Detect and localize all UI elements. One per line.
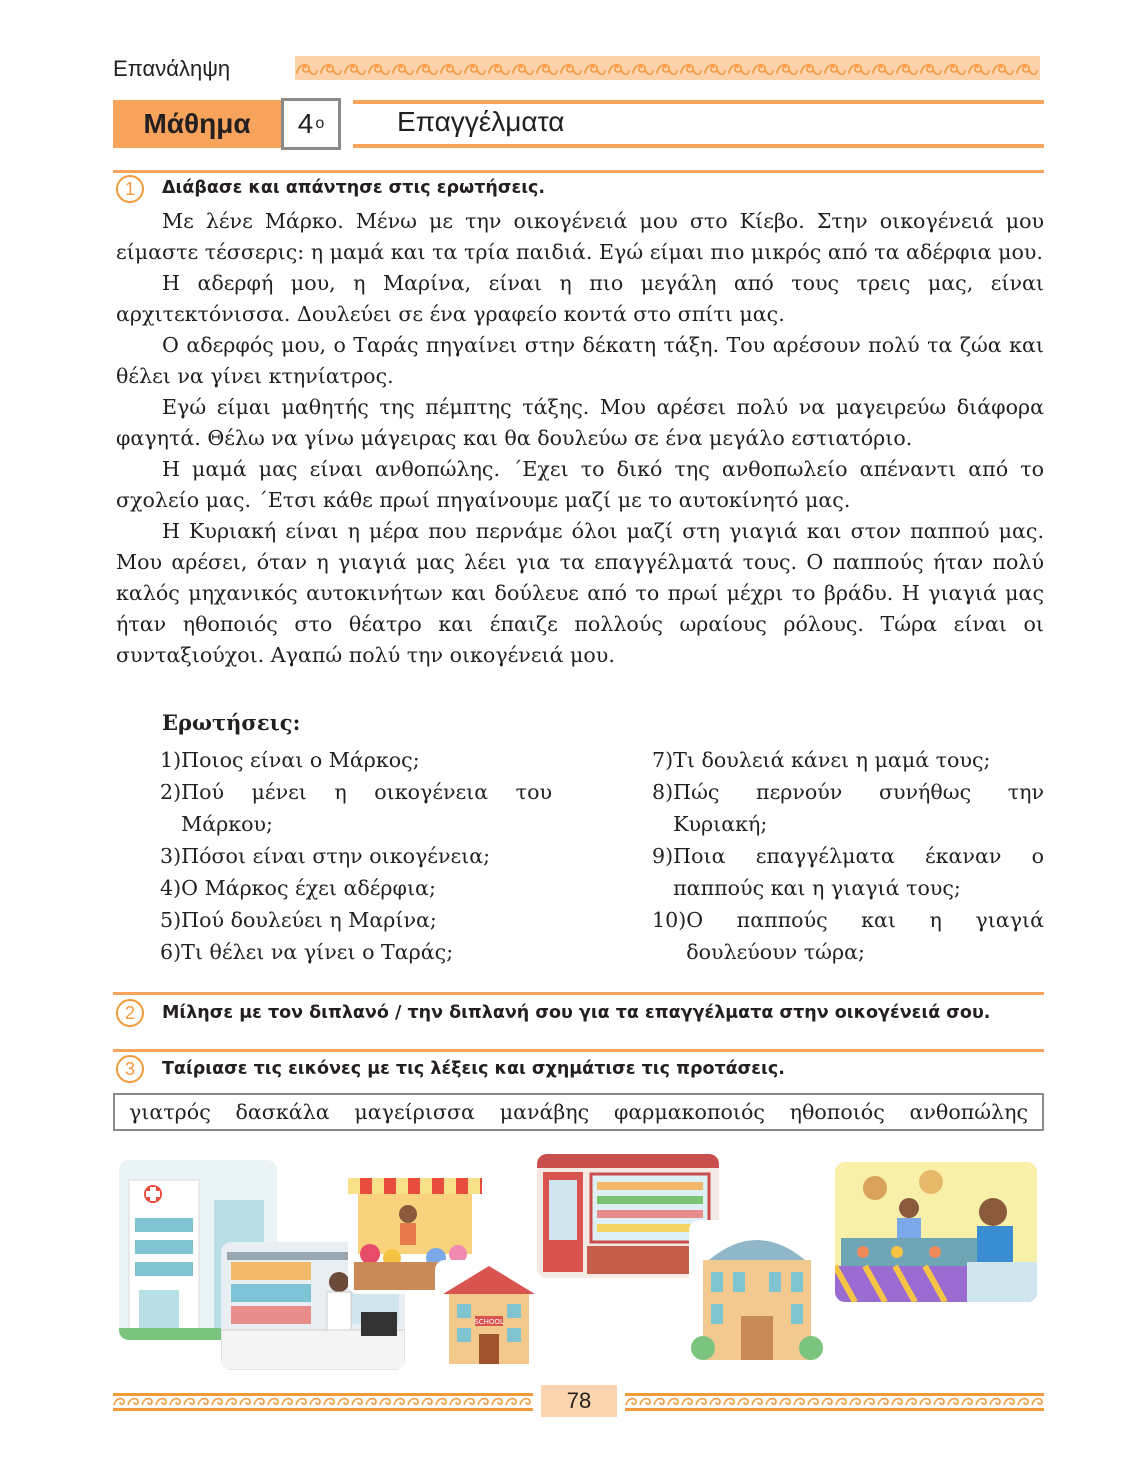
lesson-number: [281, 98, 341, 150]
exercise-3-instruction: Ταίριασε τις εικόνες με τις λέξεις και σχημάτισε τις προτάσεις.: [162, 1059, 785, 1079]
lesson-number-ordinal: ο: [315, 115, 325, 132]
word-bank-item: γιατρός: [129, 1100, 211, 1124]
footer-wave-right: [625, 1393, 1044, 1411]
lesson-rule-top: [353, 100, 1044, 104]
restaurant-illustration: [835, 1162, 1037, 1302]
question-item: [652, 904, 1044, 968]
exercise-1-instruction: Διάβασε και απάντησε στις ερωτήσεις.: [162, 178, 546, 198]
question-text: Τι δουλειά κάνει η μαμά τους;: [673, 748, 991, 772]
question-item: [652, 776, 1044, 840]
exercise-number-1: 1: [116, 175, 144, 203]
exercise-2-instruction: Μίλησε με τον διπλανό / την διπλανή σου για τα επαγγέλματα στην οικογένειά σου.: [162, 1003, 991, 1023]
question-text: Ποιος είναι ο Μάρκος;: [181, 748, 420, 772]
theatre-illustration: [689, 1220, 825, 1370]
questions-column-right: [652, 744, 1044, 968]
lesson-word: Μάθημα: [113, 100, 281, 148]
reading-passage: [116, 206, 1044, 671]
question-text: Πού μένει η οικογένεια του Μάρκου;: [181, 780, 552, 836]
question-number: 4): [160, 876, 182, 900]
question-number: 1): [160, 748, 182, 772]
passage-paragraph: Εγώ είμαι μαθητής της πέμπτης τάξης. Μου αρέσει πολύ να μαγειρεύω διάφορα φαγητά. Θέλω να γίνω μάγειρας και θα δουλεύω σε ένα μεγάλο εστιατόριο.: [116, 395, 1044, 450]
exercise-number-2: 2: [116, 999, 144, 1027]
question-text: Πώς περνούν συνήθως την Κυριακή;: [673, 780, 1044, 836]
passage-paragraph: Η μαμά μας είναι ανθοπώλης. ´Εχει το δικό της ανθοπωλείο απέναντι από το σχολείο μας. ´Ετσι κάθε πρωί πηγαίνουμε μαζί με το αυτοκίνητό μας.: [116, 457, 1044, 512]
question-number: 7): [652, 748, 674, 772]
questions-heading: Ερωτήσεις:: [162, 710, 301, 735]
passage-paragraph: Με λένε Μάρκο. Μένω με την οικογένειά μου στο Κίεβο. Στην οικογένειά μου είμαστε τέσσερις: η μαμά και τα τρία παιδιά. Εγώ είμαι πιο μικρός από τα αδέρφια μου.: [116, 209, 1044, 264]
lesson-number-value: 4: [297, 108, 314, 139]
question-text: Ο παππούς και η γιαγιά δουλεύουν τώρα;: [686, 908, 1044, 964]
word-bank: [113, 1093, 1044, 1131]
word-bank-item: φαρμακοποιός: [613, 1100, 765, 1124]
question-item: [160, 872, 552, 904]
question-number: 5): [160, 908, 182, 932]
section-divider: [113, 170, 1044, 173]
question-item: [160, 904, 552, 936]
lesson-rule-bottom: [353, 144, 1044, 148]
page-number: 78: [541, 1385, 617, 1417]
word-bank-item: ανθοπώλης: [909, 1100, 1028, 1124]
question-number: 10): [652, 908, 687, 932]
school-illustration: [435, 1260, 543, 1370]
questions-column-left: [160, 744, 552, 968]
question-item: [160, 744, 552, 776]
page-footer: [113, 1385, 1044, 1417]
section-divider: [113, 992, 1044, 995]
question-text: Πού δουλεύει η Μαρίνα;: [181, 908, 437, 932]
question-text: Ο Μάρκος έχει αδέρφια;: [181, 876, 436, 900]
question-number: 8): [652, 780, 674, 804]
word-bank-item: δασκάλα: [235, 1100, 330, 1124]
illustrations: [113, 1150, 1044, 1370]
question-item: [652, 744, 1044, 776]
section-divider: [113, 1049, 1044, 1052]
passage-paragraph: Η Κυριακή είναι η μέρα που περνάμε όλοι μαζί στη γιαγιά και στον παππού μας. Μου αρέσει, όταν η γιαγιά μας λέει για τα επαγγέλματά τους. Ο παππούς ήταν πολύ καλός μηχανικός αυτοκινήτων και δούλευε από το πρωί μέχρι το βράδυ. Η γιαγιά μας ήταν ηθοποιός στο θέατρο και έπαιζε πολλούς ωραίους ρόλους. Τώρα είναι οι συνταξιούχοι. Αγαπώ πολύ την οικογένειά μου.: [116, 519, 1044, 667]
question-number: 6): [160, 940, 182, 964]
question-number: 9): [652, 844, 674, 868]
exercise-number-3: 3: [116, 1055, 144, 1083]
question-number: 2): [160, 780, 182, 804]
question-item: [160, 936, 552, 968]
word-bank-item: μαγείρισσα: [354, 1100, 475, 1124]
lesson-title: Επαγγέλματα: [397, 106, 565, 137]
lesson-header: [113, 100, 1044, 148]
decorative-wave-band: [295, 56, 1040, 80]
question-text: Ποια επαγγέλματα έκαναν ο παππούς και η γιαγιά τους;: [673, 844, 1044, 900]
section-label: Επανάληψη: [113, 56, 231, 81]
passage-paragraph: Ο αδερφός μου, ο Ταράς πηγαίνει στην δέκατη τάξη. Του αρέσουν πολύ τα ζώα και θέλει να γίνει κτηνίατρος.: [116, 333, 1044, 388]
question-text: Πόσοι είναι στην οικογένεια;: [181, 844, 491, 868]
word-bank-item: μανάβης: [499, 1100, 590, 1124]
question-number: 3): [160, 844, 182, 868]
question-item: [160, 840, 552, 872]
question-item: [160, 776, 552, 840]
footer-wave-left: [113, 1393, 533, 1411]
school-sign: SCHOOL: [474, 1318, 504, 1326]
passage-paragraph: Η αδερφή μου, η Μαρίνα, είναι η πιο μεγάλη από τους τρεις μας, είναι αρχιτεκτόνισσα. Δουλεύει σε ένα γραφείο κοντά στο σπίτι μας.: [116, 271, 1044, 326]
question-text: Τι θέλει να γίνει ο Ταράς;: [181, 940, 454, 964]
word-bank-item: ηθοποιός: [789, 1100, 885, 1124]
question-item: [652, 840, 1044, 904]
